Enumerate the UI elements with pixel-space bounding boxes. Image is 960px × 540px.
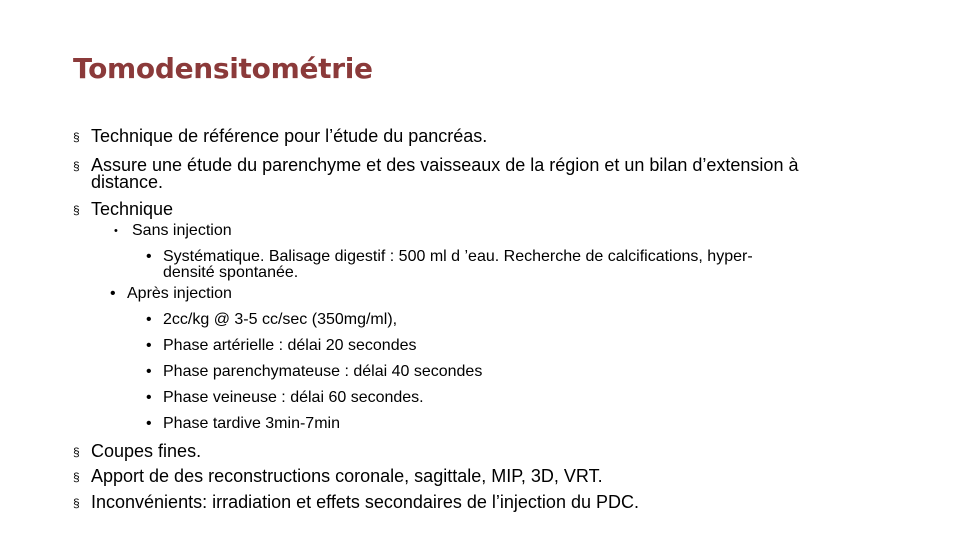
bullet-text: Phase artérielle : délai 20 secondes (163, 337, 417, 354)
bullet-text: Phase parenchymateuse : délai 40 secondes (163, 363, 483, 380)
slide-title: Tomodensitométrie (73, 52, 373, 85)
bullet-text: Sans injection (132, 222, 232, 239)
bullet-text: Après injection (127, 285, 232, 302)
bullet-text: 2cc/kg @ 3-5 cc/sec (350mg/ml), (163, 311, 398, 328)
bullet-text: Phase tardive 3min-7min (163, 415, 340, 432)
square-bullet: § (73, 130, 80, 144)
round-bullet: • (146, 337, 152, 354)
round-bullet: • (146, 363, 152, 380)
round-bullet: • (110, 285, 116, 302)
round-bullet: • (146, 415, 152, 432)
bullet-text-continuation: densité spontanée. (163, 264, 299, 281)
square-bullet: § (73, 496, 80, 510)
square-bullet: § (73, 470, 80, 484)
square-bullet: § (73, 445, 80, 459)
bullet-text: Coupes fines. (91, 441, 202, 461)
bullet-text: Inconvénients: irradiation et effets secondaires de l’injection du PDC. (91, 492, 639, 512)
bullet-text: Systématique. Balisage digestif : 500 ml d ’eau. Recherche de calcifications, hyper- (163, 248, 753, 265)
round-bullet: • (146, 389, 152, 406)
square-bullet: § (73, 203, 80, 217)
round-bullet: • (146, 311, 152, 328)
round-bullet: • (146, 248, 152, 265)
square-bullet: § (73, 159, 80, 173)
bullet-text: Apport de des reconstructions coronale, sagittale, MIP, 3D, VRT. (91, 466, 603, 486)
round-bullet: • (114, 225, 118, 237)
bullet-text-continuation: distance. (91, 172, 164, 192)
bullet-text: Technique (91, 199, 174, 219)
bullet-text: Technique de référence pour l’étude du pancréas. (91, 126, 488, 146)
bullet-text: Phase veineuse : délai 60 secondes. (163, 389, 424, 406)
bullet-text: Assure une étude du parenchyme et des vaisseaux de la région et un bilan d’extension à (91, 155, 799, 175)
